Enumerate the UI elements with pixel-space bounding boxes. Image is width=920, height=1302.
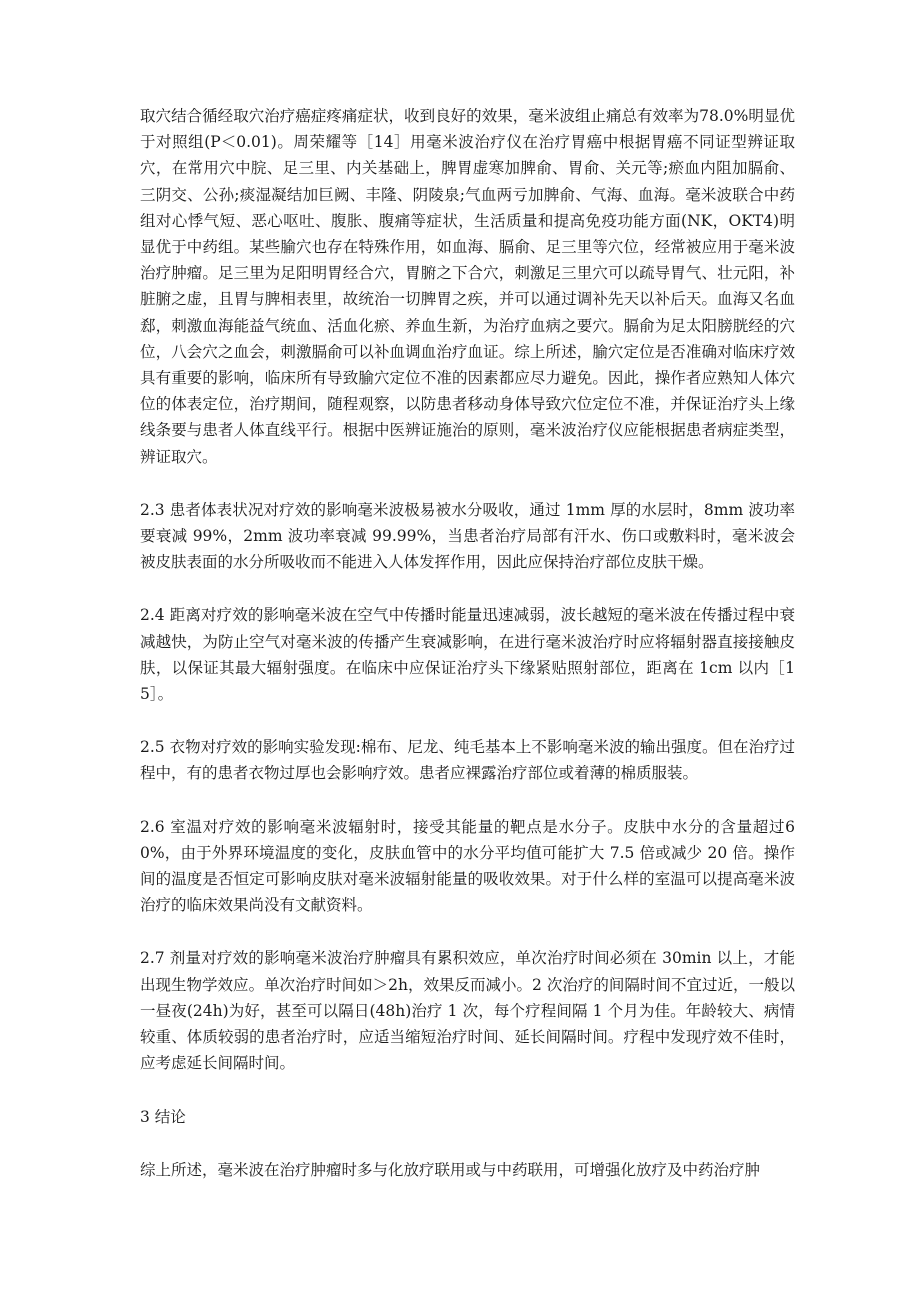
paragraph-2-5-clothing: 2.5 衣物对疗效的影响实验发现:棉布、尼龙、纯毛基本上不影响毫米波的输出强度。但在治疗过程中，有的患者衣物过厚也会影响疗效。患者应裸露治疗部位或着薄的棉质服装。 [140,738,795,783]
paragraph-2-4-distance: 2.4 距离对疗效的影响毫米波在空气中传播时能量迅速减弱，波长越短的毫米波在传播过程中衰减越快，为防止空气对毫米波的传播产生衰减影响，在进行毫米波治疗时应将辐射器直接接触皮肤，以保证其最大辐射强度。在临床中应保证治疗头下缘紧贴照射部位，距离在 1cm 以内［15］。 [140,606,795,704]
document-page [140,103,795,1210]
section-heading-conclusion: 3 结论 [140,1107,186,1126]
paragraph-2-3-skin-condition: 2.3 患者体表状况对疗效的影响毫米波极易被水分吸收，通过 1mm 厚的水层时，8mm 波功率要衰减 99%，2mm 波功率衰减 99.99%，当患者治疗局部有汗水、伤口或敷料时，毫米波会被皮肤表面的水分所吸收而不能进入人体发挥作用，因此应保持治疗部位皮肤干燥。 [140,500,795,572]
paragraph-2-7-dosage: 2.7 剂量对疗效的影响毫米波治疗肿瘤具有累积效应，单次治疗时间必须在 30min 以上，才能出现生物学效应。单次治疗时间如＞2h，效果反而减小。2 次治疗的间隔时间不宜过近，一般以一昼夜(24h)为好，甚至可以隔日(48h)治疗 1 次，每个疗程间隔 1 个月为佳。年龄较大、病情较重、体质较弱的患者治疗时，应适当缩短治疗时间、延长间隔时间。疗程中发现疗效不佳时，应考虑延长间隔时间。 [140,949,795,1073]
paragraph-conclusion: 综上所述，毫米波在治疗肿瘤时多与化放疗联用或与中药联用，可增强化放疗及中药治疗肿 [140,1160,761,1179]
paragraph-acupoint: 取穴结合循经取穴治疗癌症疼痛症状，收到良好的效果，毫米波组止痛总有效率为78.0%明显优于对照组(P＜0.01)。周荣耀等［14］用毫米波治疗仪在治疗胃癌中根据胃癌不同证型辨证取穴，在常用穴中脘、足三里、内关基础上，脾胃虚寒加脾俞、胃俞、关元等;瘀血内阻加膈俞、三阴交、公孙;痰湿凝结加巨阙、丰隆、阴陵泉;气血两亏加脾俞、气海、血海。毫米波联合中药组对心悸气短、恶心呕吐、腹胀、腹痛等症状，生活质量和提高免疫功能方面(NK，OKT4)明显优于中药组。某些腧穴也存在特殊作用，如血海、膈俞、足三里等穴位，经常被应用于毫米波治疗肿瘤。足三里为足阳明胃经合穴，胃腑之下合穴，刺激足三里穴可以疏导胃气、壮元阳，补脏腑之虚，且胃与脾相表里，故统治一切脾胃之疾，并可以通过调补先天以补后天。血海又名血郄，刺激血海能益气统血、活血化瘀、养血生新，为治疗血病之要穴。膈俞为足太阳膀胱经的穴位，八会穴之血会，刺激膈俞可以补血调血治疗血证。综上所述，腧穴定位是否准确对临床疗效具有重要的影响，临床所有导致腧穴定位不准的因素都应尽力避免。因此，操作者应熟知人体穴位的体表定位，治疗期间，随程观察，以防患者移动身体导致穴位定位不准，并保证治疗头上缘线条要与患者人体直线平行。根据中医辨证施治的原则，毫米波治疗仪应能根据患者病症类型，辨证取穴。 [140,107,795,466]
paragraph-2-6-room-temperature: 2.6 室温对疗效的影响毫米波辐射时，接受其能量的靶点是水分子。皮肤中水分的含量超过60%，由于外界环境温度的变化，皮肤血管中的水分平均值可能扩大 7.5 倍或减少 20 倍。操作间的温度是否恒定可影响皮肤对毫米波辐射能量的吸收效果。对于什么样的室温可以提高毫米波治疗的临床效果尚没有文献资料。 [140,817,795,915]
